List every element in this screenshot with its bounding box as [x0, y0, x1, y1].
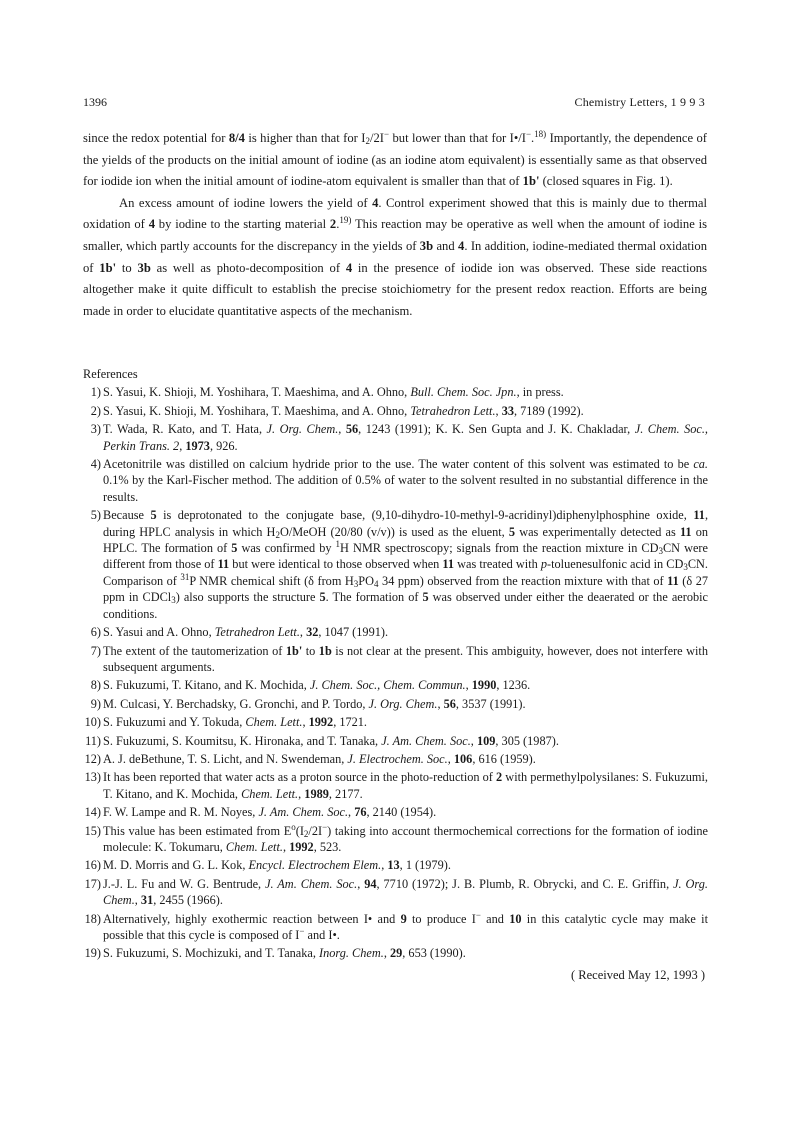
reference-17: 17) J.-J. L. Fu and W. G. Bentrude, J. Am. Chem. Soc., 94, 7710 (1972); J. B. Plumb, R. Obrycki, and C. E. Griffin, J. Org. Chem., 31, 2455 (1966). [84, 876, 708, 908]
reference-15: 15) This value has been estimated from $E^o(I_2/2I^-)$ taking into account thermochemical corrections for the formation of iodine molecule: K. Tokumaru, Chem. Lett., 1992, 523. [84, 821, 709, 854]
paragraph-2: An excess amount of iodine lowers the yield of 4. Control experiment showed that this is mainly due to thermal oxidation of 4 by iodine to the starting material 2.$^{19)}$ This reaction may be operative as well when the amount of iodine is smaller, which partly accounts for the discrepancy in the yields of 3b and 4. In addition, iodine-mediated thermal oxidation of 1b' to 3b as well as photo-decomposition of 4 in the presence of iodide ion was observed. These side reactions altogether make it quite difficult to establish the precise stoichiometry for the present redox reaction. Efforts are being made in order to elucidate quantitative aspects of the mechanism. [83, 195, 708, 318]
body-text [83, 128, 707, 322]
reference-1: 1) S. Yasui, K. Shioji, M. Yoshihara, T. Maeshima, and A. Ohno, Bull. Chem. Soc. Jpn., in press. [90, 385, 564, 400]
reference-8: 8) S. Fukuzumi, T. Kitano, and K. Mochida, J. Chem. Soc., Chem. Commun., 1990, 1236. [90, 678, 531, 693]
references-heading: References [83, 367, 138, 381]
reference-5: 5) Because 5 is deprotonated to the conjugate base, (9,10-dihydro-10-methyl-9-acridinyl)diphenylphosphine oxide, 11, during HPLC analysis in which $H_2O$/MeOH (20/80 (v/v)) is used as the eluent, 5 was experimentally detected as 11 on HPLC. The formation of 5 was confirmed by $^1$H NMR spectroscopy; signals from the reaction mixture in $CD_3CN$ were different from those of 11 but were identical to those observed when 11 was treated with p-toluenesulfonic acid in $CD_3CN$. Comparison of $^{31}$P NMR chemical shift (δ from $H_3PO_4$ 34 ppm) observed from the reaction mixture with that of 11 (δ 27 ppm in CDCl$_3$) also supports the structure 5. The formation of 5 was observed under either the deaerated or the aerobic conditions. [90, 508, 709, 621]
reference-9: 9) M. Culcasi, Y. Berchadsky, G. Gronchi, and P. Tordo, J. Org. Chem., 56, 3537 (1991). [90, 696, 526, 711]
references-section [83, 366, 708, 962]
reference-12: 12) A. J. deBethune, T. S. Licht, and N. Swendeman, J. Electrochem. Soc., 106, 616 (1959). [84, 751, 536, 766]
journal-name: Chemistry Letters, 1 9 9 3 [574, 95, 705, 109]
page-number: 1396 [83, 95, 107, 109]
reference-2: 2) S. Yasui, K. Shioji, M. Yoshihara, T. Maeshima, and A. Ohno, Tetrahedron Lett., 33, 7189 (1992). [90, 403, 584, 418]
reference-7: 7) The extent of the tautomerization of 1b' to 1b is not clear at the present. This ambiguity, however, does not interfere with subsequent arguments. [90, 643, 708, 674]
reference-11: 11) S. Fukuzumi, S. Koumitsu, K. Hironaka, and T. Tanaka, J. Am. Chem. Soc., 109, 305 (1987). [85, 733, 559, 748]
reference-6: 6) S. Yasui and A. Ohno, Tetrahedron Lett., 32, 1047 (1991). [90, 625, 389, 640]
reference-16: 16) M. D. Morris and G. L. Kok, Encycl. Electrochem Elem., 13, 1 (1979). [84, 858, 451, 873]
reference-13: 13) It has been reported that water acts as a proton source in the photo-reduction of 2 with permethylpolysilanes: S. Fukuzumi, T. Kitano, and K. Mochida, Chem. Lett., 1989, 2177. [84, 770, 708, 801]
reference-4: 4) Acetonitrile was distilled on calcium hydride prior to the use. The water content of this solvent was estimated to be ca. 0.1% by the Karl-Fischer method. The addition of 0.5% of water to the solvent resulted in no substantial difference in the results. [90, 457, 708, 504]
reference-3: 3) T. Wada, R. Kato, and T. Hata, J. Org. Chem., 56, 1243 (1991); K. K. Sen Gupta and J. K. Chakladar, J. Chem. Soc., Perkin Trans. 2, 1973, 926. [90, 422, 708, 453]
paragraph-1: since the redox potential for 8/4 is higher than that for $I_2/2I^-$ but lower than that for I•/I−.$^{18)}$ Importantly, the dependence of the yields of the products on the initial amount of iodine (as an iodine atom equivalent) is essentially same as that observed for iodide ion when the initial amount of iodine-atom equivalent is smaller than that of 1b' (closed squares in Fig. 1). [83, 129, 707, 189]
received-date: ( Received May 12, 1993 ) [571, 968, 705, 982]
reference-10: 10) S. Fukuzumi and Y. Tokuda, Chem. Lett., 1992, 1721. [84, 715, 368, 730]
reference-18: 18) Alternatively, highly exothermic reaction between I• and 9 to produce I− and 10 in this catalytic cycle may make it possible that this cycle is composed of I− and I•. [84, 909, 709, 942]
reference-19: 19) S. Fukuzumi, S. Mochizuki, and T. Tanaka, Inorg. Chem., 29, 653 (1990). [84, 946, 466, 961]
reference-14: 14) F. W. Lampe and R. M. Noyes, J. Am. Chem. Soc., 76, 2140 (1954). [84, 805, 437, 820]
